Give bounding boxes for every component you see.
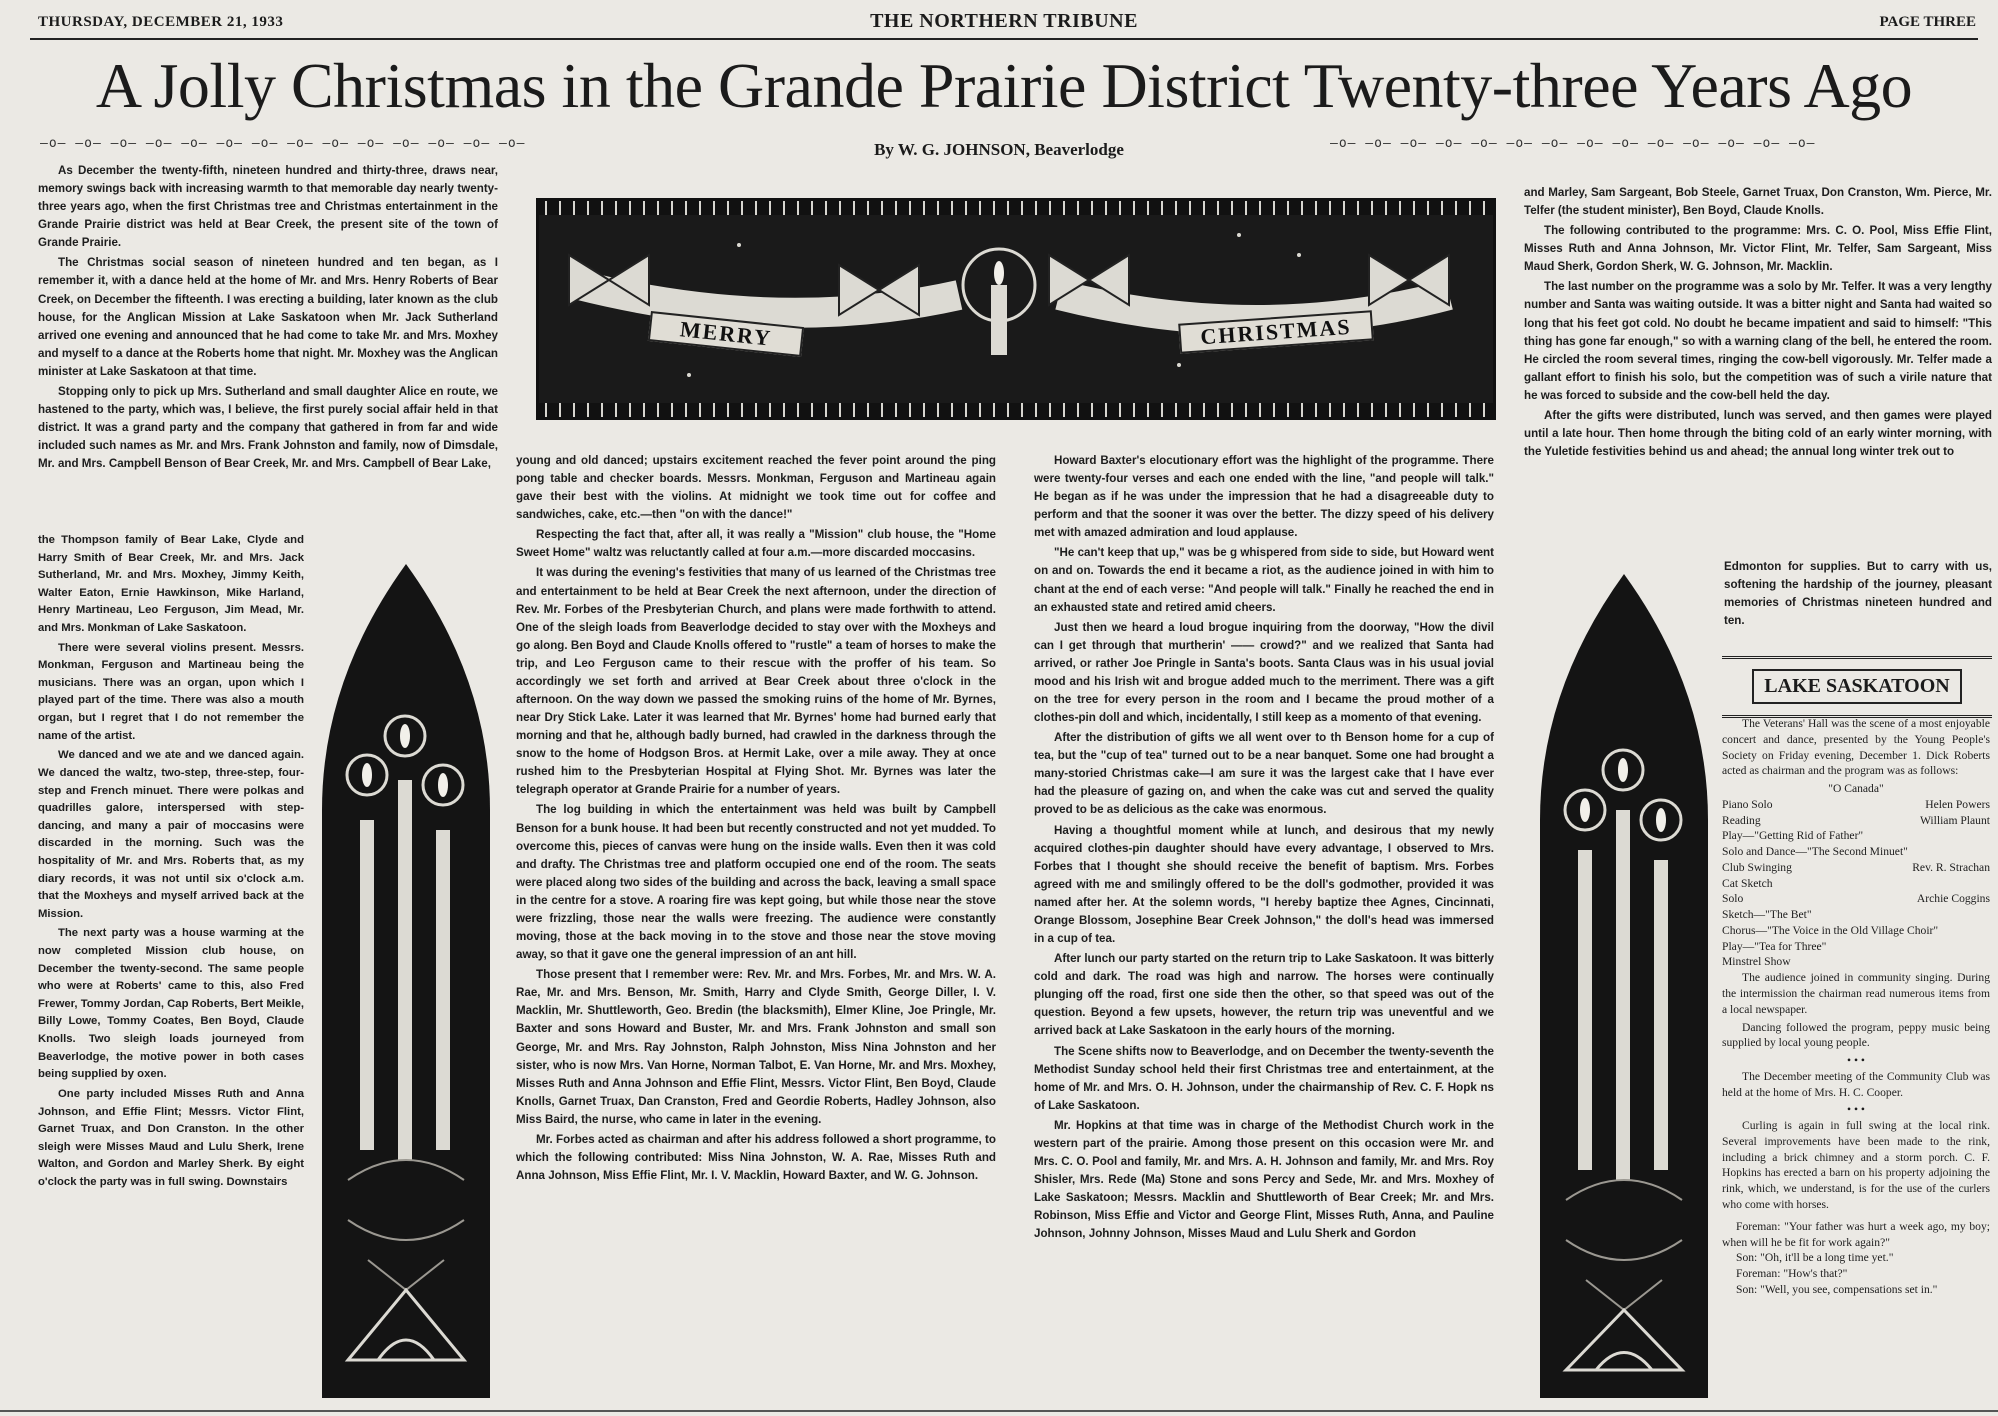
program-item-title: Sketch—"The Bet" <box>1722 908 1812 922</box>
paragraph: After the gifts were distributed, lunch was served, and then games were played until a late hour. Then home through the biting cold of an early winter morning, with the Yuletide festivities behind us and ahead; the annual long winter trek out to <box>1524 408 1992 459</box>
paragraph: It was during the evening's festivities that many of us learned of the Christmas tree and entertainment to be held at Bear Creek the next afternoon, under the direction of Rev. Mr. Forbes of the Presbyterian Church, and plans were made forthwith to attend. One of the sleigh loads from Beaverlodge decided to stay over with the Moxheys and go along. Ben Boyd and Claude Knolls offered to "rustle" a team of horses to make the trip, and Leo Ferguson came to their rescue with the proffer of his team. So accordingly we set forth and arrived at Bear Creek about three o'clock in the afternoon. On the way down we passed the smoking ruins of the home of Mr. Byrnes, near Dry Stick Lake. Later it was learned that Mr. Byrnes' home had burned early that morning and that he, although badly burned, had crawled in the darkness through the snow to the home of Hodgson Bros. at Hermit Lake, over a mile away. They at once rushed him to the Presbyterian Hospital at Flying Shot. Mr. Byrnes was later the telegraph operator at Grande Prairie for a number of years. <box>516 566 996 797</box>
sidebar-meeting: The December meeting of the Community Club was held at the home of Mrs. H. C. Cooper. <box>1722 1069 1990 1099</box>
paragraph: "He can't keep that up," was be g whispered from side to side, but Howard went on and on. Towards the end it became a riot, as the audience joined in with him to chant at the end of each verse: "And people will talk." Finally he reached the end in an exhausted state and retired amid cheers. <box>1034 546 1494 614</box>
paragraph: Having a thoughtful moment while at lunch, and desirous that my newly acquired clothes-pin daughter should have every advantage, I observed to Mrs. Forbes that I thought she should receive the benefit of baptism. Mrs. Forbes agreed with me and smilingly offered to be the doll's godmother, provided it was named after her. At the solemn words, "I hereby baptize thee Agnes, Cincinnati, Orange Blossom, Josephine Bear Creek Johnson," the doll's head was immersed in a cup of tea. <box>1034 823 1494 946</box>
program-item-title: Piano Solo <box>1722 797 1773 811</box>
column-2 <box>516 452 996 1187</box>
program-item-title: Chorus—"The Voice in the Old Village Choir" <box>1722 923 1939 937</box>
program-item-title: Play—"Getting Rid of Father" <box>1722 829 1864 843</box>
program-list <box>1722 797 1990 970</box>
column-4 <box>1524 184 1992 463</box>
paragraph: The last number on the programme was a solo by Mr. Telfer. It was a very lengthy number and Santa was waiting outside. It was a bitter night and Santa had waited so long that his feet got cold. No doubt he became impatient and said to himself: "This thing has gone far enough," so with a warning clang of the bell, he entered the room. He circled the room several times, ringing the cow-bell vigorously. Mr. Telfer made a gallant effort to finish his solo, but the competition was of such a virile nature that he was forced to subside and the cow-bell held the day. <box>1524 280 1992 402</box>
program-item-title: Club Swinging <box>1722 860 1792 874</box>
banner-word-left: MERRY <box>648 311 804 357</box>
paragraph: Edmonton for supplies. But to carry with us, softening the hardship of the journey, pleasant memories of Christmas nineteen hundred and ten. <box>1724 560 1992 628</box>
sidebar-intro: The Veterans' Hall was the scene of a most enjoyable concert and dance, presented by the Young People's Society on Friday evening, December 1. Dick Roberts acted as chairman and the program was as follows: <box>1722 717 1990 778</box>
joke <box>1722 1219 1990 1298</box>
program-item <box>1722 828 1990 844</box>
column-1-top <box>38 162 498 475</box>
paragraph: the Thompson family of Bear Lake, Clyde and Harry Smith of Bear Creek, Mr. and Mrs. Jack Sutherland, Mr. and Mrs. Moxhey, Jimmy Keith, Walter Eaton, Ernie Hawkinson, Mike Harland, Henry Martineau, Leo Ferguson, Jim Mead, Mr. and Mrs. Monkman of Lake Saskatoon. <box>38 534 304 635</box>
banner-border-top <box>539 201 1493 215</box>
issue-date: THURSDAY, DECEMBER 21, 1933 <box>38 14 284 30</box>
candle-arch-illustration-right <box>1536 570 1712 1400</box>
paragraph: The log building in which the entertainment was held was built by Campbell Benson for a bunk house. It had been but recently constructed and not yet mudded. To overcome this, pieces of canvas were hung on the inside walls. Even then it was cold and drafty. The Christmas tree and platform occupied one end of the room. The seats were placed along two sides of the building and across the back, leaving a small space in the centre for a stove. A roaring fire was kept going, but while those near the stove were frizzling, those near the walls were freezing. The audience were constantly moving, those at the back moving in to the stove and those near the stove moving away, so that it gave one the general impression of an ant hill. <box>516 803 996 962</box>
sidebar-dancing: Dancing followed the program, peppy music being supplied by local young people. <box>1722 1020 1990 1050</box>
program-item-title: Solo and Dance—"The Second Minuet" <box>1722 845 1908 859</box>
byline: By W. G. JOHNSON, Beaverlodge <box>874 140 1124 159</box>
paragraph: Those present that I remember were: Rev. Mr. and Mrs. Forbes, Mr. and Mrs. W. A. Rae, Mr. and Mrs. Benson, Mr. Smith, Harry and Clyde Smith, George Diller, I. V. Macklin, Mr. Shuttleworth, Geo. Bredin (the blacksmith), Elmer Kline, Joe Pringle, Mr. Baxter and sons Howard and Buster, Mr. and Mrs. Frank Johnston and small son George, Mr. and Mrs. Ray Johnston, Ralph Johnston, Miss Nina Johnston and her sister, who is now Mrs. Van Horne, Norman Talbot, E. Van Horne, Mr. and Mrs. Moxhey, Misses Ruth and Anna Johnson and Effie Flint, Messrs. Victor Flint, Ben Boyd, Claude Knolls, Garnet Truax, Dan Cranston, Fred and Geordie Roberts, Hadley Johnson, also Miss Baird, the nurse, who came in later in the evening. <box>516 968 996 1126</box>
program-item <box>1722 954 1990 970</box>
sidebar-title: LAKE SASKATOON <box>1752 669 1962 704</box>
separator-dots: • • • <box>1847 1054 1865 1068</box>
program-item-title: Play—"Tea for Three" <box>1722 939 1827 953</box>
paragraph: The following contributed to the programme: Mrs. C. O. Pool, Miss Effie Flint, Misses Ruth and Anna Johnson, Mr. Victor Flint, Mr. Telfer, Sam Sargeant, Miss Maud Sherk, Gordon Sherk, W. G. Johnson, Mr. Macklin. <box>1524 224 1992 274</box>
paragraph: Respecting the fact that, after all, it was really a "Mission" club house, the "Home Sweet Home" waltz was reluctantly called at four a.m.—more discarded moccasins. <box>516 528 996 560</box>
program-item <box>1722 939 1990 955</box>
column-1-narrow <box>38 532 304 1194</box>
sidebar-after: The audience joined in community singing. During the intermission the chairman read numerous items from a local newspaper. <box>1722 971 1990 1016</box>
banner-decoration <box>539 215 1493 403</box>
column-3 <box>1034 452 1494 1245</box>
paragraph: Just then we heard a loud brogue inquiring from the doorway, "How the divil can I get through that murtherin' —— crowd?" and we realized that Santa had arrived, or rather Joe Pringle in Santa's boots. Santa Claus was in his usual jovial mood and his Irish wit and brogue added much to the merriment. There was a gift on the tree for every person in the room and I became the proud mother of a clothes-pin doll and which, incidentally, I still keep as a momento of that evening. <box>1034 620 1494 725</box>
banner-word-right: CHRISTMAS <box>1178 310 1374 353</box>
sidebar-anthem: "O Canada" <box>1828 782 1884 796</box>
program-item <box>1722 876 1990 892</box>
program-item-title: Minstrel Show <box>1722 955 1791 969</box>
paragraph: One party included Misses Ruth and Anna Johnson, and Effie Flint; Messrs. Victor Flint, Garnet Truax, and Don Cranston. In the other sleigh were Misses Maud and Lulu Sherk, Irene Walton, and Gordon and Marley Sherk. By eight o'clock the party was in full swing. Downstairs <box>38 1087 304 1188</box>
column-4-narrow <box>1724 558 1992 632</box>
headline: A Jolly Christmas in the Grande Prairie District Twenty-three Years Ago <box>95 50 1913 121</box>
program-item-title: Reading <box>1722 813 1761 827</box>
program-item-performer: William Plaunt <box>1919 813 1990 827</box>
paragraph: After lunch our party started on the return trip to Lake Saskatoon. It was bitterly cold and dark. The road was high and narrow. The horses were continually plunging off the road, first one side then the other, so that speed was out of the question. Beyond a few upsets, however, the return trip was uneventful and we arrived back at Lake Saskatoon in the early hours of the morning. <box>1034 952 1494 1038</box>
program-item <box>1722 860 1990 876</box>
paragraph: Mr. Hopkins at that time was in charge of the Methodist Church work in the western part of the prairie. Among those present on this occasion were Mr. and Mrs. C. O. Pool and family, Mr. and Mrs. A. H. Johnson and family, Mr. and Mrs. Roy Shisler, Mrs. Rede (Ma) Stone and sons Percy and Sede, Mr. and Mrs. Moxhey of Lake Saskatoon; Messrs. Macklin and Shuttleworth of Bear Creek; Mr. and Mrs. Robinson, Miss Effie and Victor and George Flint, Misses Ruth, Anna, and Pauline Johnson, Johnny Johnson, Misses Maud and Lulu Sherk and Gordon <box>1034 1118 1494 1241</box>
banner-border-bottom <box>539 403 1493 417</box>
program-item-title: Solo <box>1722 892 1744 906</box>
paragraph: and Marley, Sam Sargeant, Bob Steele, Garnet Truax, Don Cranston, Wm. Pierce, Mr. Telfer (the student minister), Ben Boyd, Claude Knolls. <box>1524 186 1992 218</box>
program-item <box>1722 844 1990 860</box>
paragraph: Stopping only to pick up Mrs. Sutherland and small daughter Alice en route, we hastened to the party, which was, I believe, the first purely social affair held in that district. It was a grand party and the company that gathered in from far and wide included such names as Mr. and Mrs. Frank Johnston and family, now of Dimsdale, Mr. and Mrs. Campbell Benson of Bear Creek, Mr. and Mrs. Campbell of Bear Lake, <box>38 384 498 471</box>
joke-line: Foreman: "How's that?" <box>1736 1267 1848 1281</box>
masthead <box>30 8 1978 40</box>
paragraph: We danced and we ate and we danced again. We danced the waltz, two-step, three-step, four-step and French minuet. There were polkas and quadrilles galore, interspersed with step-dancing, and many a pair of moccasins were discarded in the morning. Such was the hospitality of Mr. and Mrs. Roberts that, as my diary records, it was not until six o'clock a.m. that the Moxheys and myself arrived back at the Mission. <box>38 749 304 920</box>
merry-christmas-banner <box>536 198 1496 420</box>
ornament-rule-right: —o— —o— —o— —o— —o— —o— —o— —o— —o— —o— —o— —o— —o— —o— <box>1330 136 1816 151</box>
program-item-performer: Helen Powers <box>1925 797 1990 811</box>
paragraph: After the distribution of gifts we all went over to th Benson home for a cup of tea, but the "cup of tea" turned out to be a near banquet. Some one had brought a many-storied Christmas cake—I am sure it was the largest cake that I have ever had the pleasure of gazing on, and when the cake was cut and served the quality proved to be as delicious as the cake was enormous. <box>1034 731 1494 817</box>
paragraph: As December the twenty-fifth, nineteen hundred and thirty-three, draws near, memory swings back with increasing warmth to that memorable day nearly twenty-three years ago, when the first Christmas tree and Christmas entertainment in the Grande Prairie district was held at Bear Creek, the present site of the town of Grande Prairie. <box>38 164 498 250</box>
program-item <box>1722 797 1990 813</box>
program-item <box>1722 813 1990 829</box>
program-item <box>1722 891 1990 907</box>
program-item-performer: Archie Coggins <box>1916 892 1990 906</box>
program-item-performer: Rev. R. Strachan <box>1912 860 1990 874</box>
joke-line: Son: "Well, you see, compensations set in." <box>1736 1282 1938 1296</box>
joke-line: Foreman: "Your father was hurt a week ago, my boy; when will he be fit for work again?" <box>1722 1219 1990 1249</box>
paragraph: The Scene shifts now to Beaverlodge, and on December the twenty-seventh the Methodist Sunday school held their first Christmas tree and entertainment, at the home of Mr. and Mrs. O. H. Johnson, under the chairmanship of Rev. C. F. Hopk ns of Lake Saskatoon. <box>1034 1044 1494 1112</box>
lake-saskatoon-header <box>1722 656 1992 718</box>
program-item <box>1722 907 1990 923</box>
page-label: PAGE THREE <box>1879 14 1976 30</box>
program-item <box>1722 923 1990 939</box>
bottom-rule <box>0 1410 1998 1412</box>
paragraph: The Christmas social season of nineteen hundred and ten began, as I remember it, with a dance held at the home of Mr. and Mrs. Henry Roberts of Bear Creek, on December the fifteenth. I was erecting a building, later known as the club house, for the Anglican Mission at Lake Saskatoon when Mr. Jack Sutherland arrived one evening and announced that he had come to take Mr. and Mrs. Moxhey and myself to a dance at the Roberts home that night. Mr. Moxhey was the Anglican minister at Lake Saskatoon at that time. <box>38 256 498 378</box>
sidebar-curling: Curling is again in full swing at the local rink. Several improvements have been made to the rink, including a brick chimney and a storm porch. C. F. Hopkins has erected a barn on his property adjoining the rink, which, we understand, is for the use of the curlers who come with horses. <box>1722 1119 1990 1211</box>
paragraph: Howard Baxter's elocutionary effort was the highlight of the programme. There were twenty-four verses and each one ended with the line, "and people will talk." He began as if he was under the impression that he had a disagreeable duty to perform and that the sooner it was over the better. The dizzy speed of his delivery met with amazed admiration and loud applause. <box>1034 454 1494 540</box>
separator-dots: • • • <box>1847 1103 1865 1117</box>
joke-line: Son: "Oh, it'll be a long time yet." <box>1736 1251 1894 1265</box>
paragraph: The next party was a house warming at the now completed Mission club house, on December the twenty-second. The same people who were at Roberts' came to this, also Fred Frewer, Tommy Jordan, Cap Roberts, Bert Meikle, Billy Lowe, Tommy Coates, Ben Boyd, Claude Knolls. Two sleigh loads journeyed from Beaverlodge, the motive power in both cases being supplied by oxen. <box>38 927 304 1081</box>
paragraph: There were several violins present. Messrs. Monkman, Ferguson and Martineau being the musicians. There was an organ, upon which I played part of the time. There was also a mouth organ, but I regret that I do not remember the name of the artist. <box>38 641 304 742</box>
paragraph: Mr. Forbes acted as chairman and after his address followed a short programme, to which the following contributed: Miss Nina Johnston, W. A. Rae, Misses Ruth and Anna Johnson, Miss Effie Flint, Mr. I. V. Macklin, Howard Baxter, and W. G. Johnson. <box>516 1132 996 1183</box>
lake-saskatoon-column <box>1722 716 1990 1298</box>
ornament-rule-left: —o— —o— —o— —o— —o— —o— —o— —o— —o— —o— —o— —o— —o— —o— <box>40 136 526 151</box>
program-item-title: Cat Sketch <box>1722 876 1773 890</box>
candle-arch-illustration-left <box>318 560 494 1400</box>
paragraph: young and old danced; upstairs excitement reached the fever point around the ping pong table and checker boards. Messrs. Monkman, Ferguson and Martineau again gave their best with the violins. At midnight we took time out for coffee and sandwiches, cake, etc.—then "on with the dance!" <box>516 454 996 522</box>
paper-name: THE NORTHERN TRIBUNE <box>870 10 1138 32</box>
